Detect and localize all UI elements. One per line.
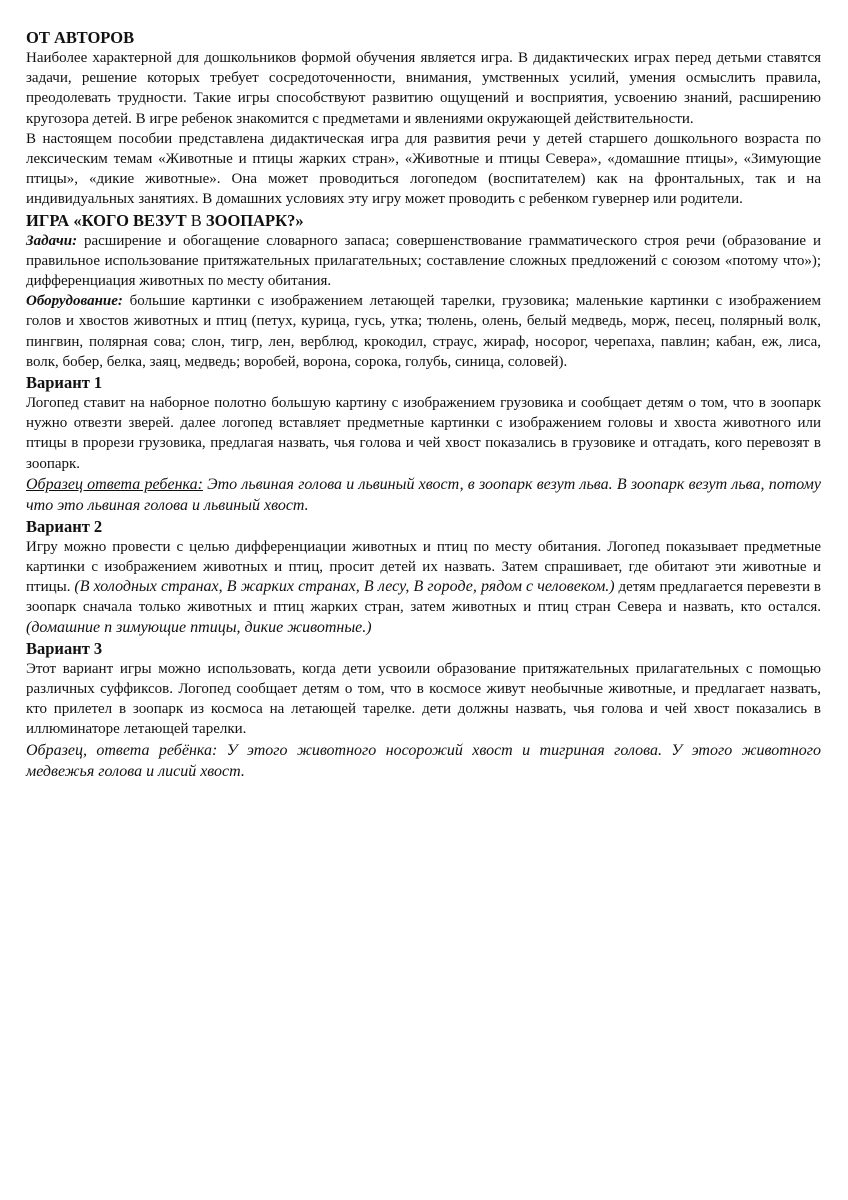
variant-2-text-2: детям предлагается перевезти в зоопарк сначала только животных и птиц жарких стран, затем животных и птиц стран Севера и назвать, кто остался. (26, 579, 822, 616)
variant-2-italic-2: (домашние п зимующие птицы, дикие животные.) (26, 618, 372, 636)
variant-1-sample-text: Это львиная голова и львиный хвост, в зоопарк везут льва. В зоопарк везут льва, потому что это львиная голова и львиный хвост. (26, 475, 821, 514)
variant-1-sample (26, 474, 821, 516)
variant-1-heading: Вариант 1 (26, 373, 103, 393)
variant-2-heading: Вариант 2 (26, 516, 103, 536)
equipment-paragraph (26, 291, 821, 372)
equipment-text: большие картинки с изображением летающей тарелки, грузовика; маленькие картинки с изображением голов и хвостов животных и птиц (петух, курица, гусь, утка; тюлень, олень, белый медведь, морж, песец, полярный волк, пингвин, полярная сова; слон, тигр, лен, верблюд, крокодил, страус, жираф, носорог, черепаха, павлин; кабан, еж, лиса, волк, бобер, белка, заяц, медведь; воробей, ворона, сорока, голубь, синица, соловей). (26, 293, 821, 370)
variant-1-text: Логопед ставит на наборное полотно большую картину с изображением грузовика и сообщает детям о том, что в зоопарк нужно отвезти зверей. далее логопед вставляет предметные картинки с изображением головы и хвоста животного или птицы в прорези грузовика, предлагая назвать, чья голова и чей хвост показались в грузовике и отгадать, кого перевозят в зоопарк. (26, 395, 821, 472)
variant-2-italic-1: (В холодных странах, В жарких странах, В лесу, В городе, рядом с человеком.) (74, 578, 615, 596)
tasks-text: расширение и обогащение словарного запаса; совершенствование грамматического строя речи (образование и правильное использование притяжательных прилагательных; составление сложных предложений с союзом «потому что»); дифференциация животных по месту обитания. (26, 232, 821, 290)
game-title (26, 210, 821, 231)
tasks-label: Задачи: (26, 232, 78, 249)
document-page (26, 27, 821, 782)
about-paragraph-2: В настоящем пособии представлена дидактическая игра для развития речи у детей старшего дошкольного возраста по лексическим темам «Животные и птицы жарких стран», «Животные и птицы Севера», «домашние птицы», «Зимующие птицы», «дикие животные». Она может проводиться логопедом (воспитателем) как на фронтальных, так и на индивидуальных занятиях. В домашних условиях эту игру может проводить с ребенком гувернер или родители. (26, 130, 821, 208)
game-title-part-3: ЗООПАРК?» (201, 210, 304, 230)
variant-3-sample: Образец, ответа ребёнка: У этого животного носорожий хвост и тигриная голова. У этого животного медвежья голова и лисий хвост. (26, 741, 821, 780)
variant-1-sample-label: Образец ответа ребенка: (26, 475, 203, 493)
game-title-part-2: В (190, 210, 202, 230)
variant-2-text (26, 537, 821, 638)
variant-3-heading: Вариант 3 (26, 638, 103, 658)
about-authors-heading: ОТ АВТОРОВ (26, 28, 135, 47)
tasks-paragraph (26, 231, 821, 292)
equipment-label: Оборудование: (26, 293, 123, 310)
variant-3-text: Этот вариант игры можно использовать, когда дети усвоили образование притяжательных прилагательных с помощью различных суффиксов. Логопед сообщает детям о том, что в космосе живут необычные животные, и предлагает назвать, кто прилетел в зоопарк из космоса на летающей тарелке. дети должны назвать, чья голова и чей хвост показались в иллюминаторе летающей тарелки. (26, 660, 821, 738)
about-paragraph-1: Наиболее характерной для дошкольников формой обучения является игра. В дидактических играх перед детьми ставятся задачи, решение которых требует сосредоточенности, внимания, умственных усилий, умения осмыслить правила, преодолевать трудности. Такие игры способствуют развитию ощущений и восприятия, усвоению знаний, расширению кругозора детей. В игре ребенок знакомится с предметами и явлениями окружающей действительности. (26, 50, 821, 127)
variant-2-text-1: Игру можно провести с целью дифференциации животных и птиц по месту обитания. Логопед показывает предметные картинки с изображением животных и птиц, просит детей их назвать. Затем спрашивает, где обитают эти животные и птицы. (26, 538, 821, 596)
game-title-part-1: ИГРА «КОГО ВЕЗУТ (26, 210, 191, 230)
